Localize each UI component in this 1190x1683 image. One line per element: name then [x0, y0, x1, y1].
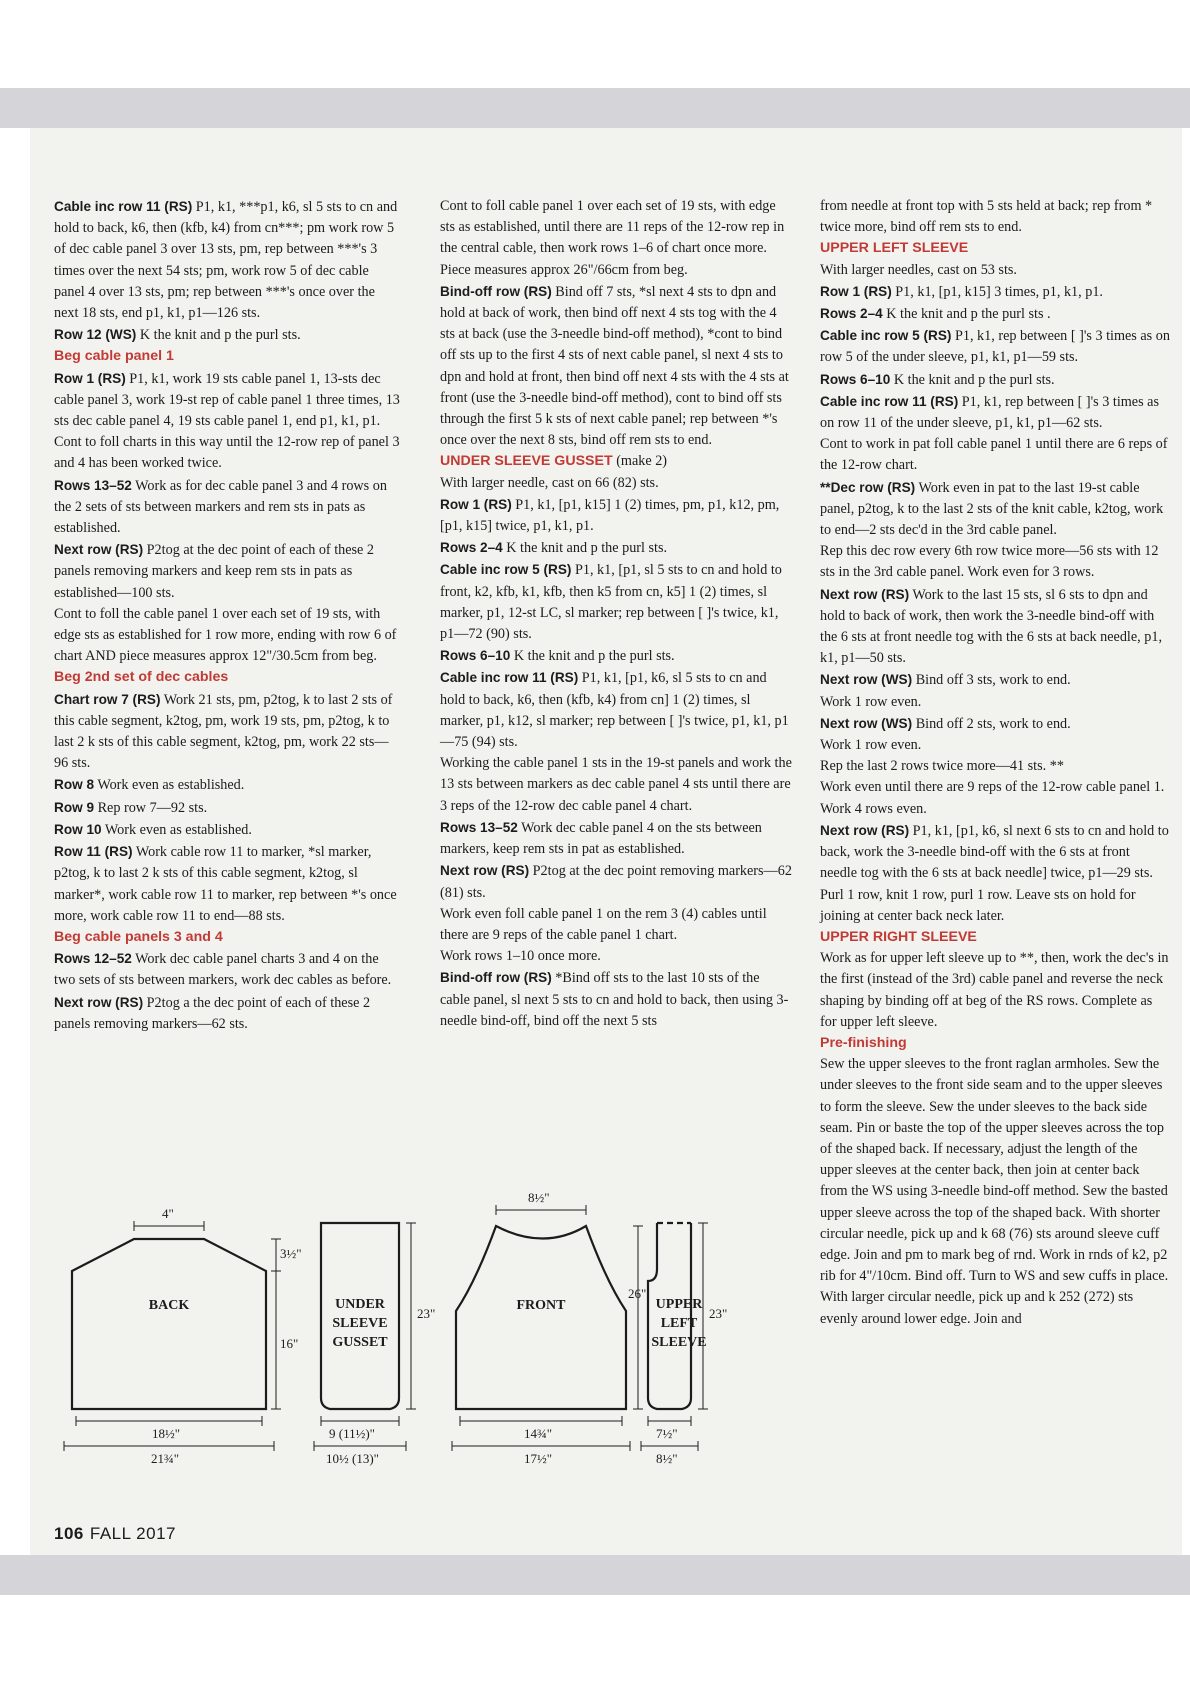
instruction-paragraph	[820, 325, 1170, 368]
instruction-paragraph	[820, 820, 1170, 885]
instruction-paragraph	[54, 774, 402, 796]
schematics	[54, 1156, 820, 1476]
instruction-paragraph	[54, 841, 402, 927]
instruction-text: Bind off 7 sts, *sl next 4 sts to dpn and hold at back of work, then bind off next 4 sts tog with the 4 sts at back (use the 3-needle bind-off method), *cont to bind off sts up to the first 4 sts of next cable panel, sl next 4 sts to dpn and hold at front, then bind off next 4 sts with the 4 sts at front (use the 3-needle bind-off method), cont to bind off sts through the first 5 k sts of next cable panel; rep between *'s once over the next 8 sts, bind off rem sts to end.	[440, 283, 789, 449]
sleeve-label: UPPER LEFT SLEEVE	[651, 1297, 707, 1350]
row-heading: Rows 12–52	[54, 951, 132, 967]
instruction-text: Work even until there are 9 reps of the 12-row cable panel 1. Work 4 rows even.	[820, 779, 1165, 817]
text-column-1	[54, 196, 402, 1035]
row-heading: Chart row 7 (RS)	[54, 691, 161, 707]
scan-bottom-margin	[0, 1555, 1190, 1595]
section-heading-text: Beg cable panel 1	[54, 348, 174, 365]
instruction-paragraph	[820, 196, 1170, 238]
section-heading-text: Beg cable panels 3 and 4	[54, 928, 223, 945]
instruction-text: Rep row 7—92 sts.	[94, 799, 208, 816]
row-heading: **Dec row (RS)	[820, 479, 916, 495]
instruction-text: P1, k1, rep between [ ]'s 3 times as on row 5 of the under sleeve, p1, k1, p1—59 sts.	[820, 328, 1170, 366]
instruction-paragraph	[820, 713, 1170, 735]
row-heading: Bind-off row (RS)	[440, 970, 552, 986]
instruction-text: Cont to foll charts in this way until the 12-row rep of panel 3 and 4 has been worked twice.	[54, 434, 400, 472]
instruction-paragraph	[440, 946, 792, 967]
instruction-text: P1, k1, rep between [ ]'s 3 times as on row 11 of the under sleeve, p1, k1, p1—62 sts.	[820, 393, 1159, 432]
instruction-text: Cont to foll the cable panel 1 over each set of 19 sts, with edge sts as established for 1 row more, ending with row 6 of chart AND piece measures approx 12"/30.5cm from beg.	[54, 605, 397, 665]
instruction-paragraph	[820, 692, 1170, 713]
instruction-paragraph	[820, 756, 1170, 777]
row-heading: Rows 6–10	[820, 371, 891, 387]
instruction-text: P1, k1, [p1, k6, sl next 6 sts to cn and hold to back, work the 3-needle bind-off with the 6 sts at front needle tog with the 6 sts at back needle] twice, p1—29 sts.	[820, 822, 1169, 882]
row-heading: Next row (RS)	[54, 542, 144, 558]
section-heading	[820, 1033, 1170, 1054]
instruction-text: Rep this dec row every 6th row twice more—56 sts with 12 sts in the 3rd cable panel. Work even for 3 rows.	[820, 543, 1159, 581]
row-heading: Row 12 (WS)	[54, 327, 137, 343]
row-heading: Next row (RS)	[440, 863, 530, 879]
row-heading: Row 10	[54, 821, 102, 837]
row-heading: Row 1 (RS)	[820, 283, 892, 299]
instruction-text: P2tog a the dec point of each of these 2 panels removing markers—62 sts.	[54, 994, 371, 1032]
instruction-text: P1, k1, [p1, k15] 3 times, p1, k1, p1.	[891, 283, 1103, 300]
instruction-text: With larger needles, cast on 53 sts.	[820, 261, 1017, 278]
row-heading: Row 1 (RS)	[440, 496, 512, 512]
row-heading: Next row (RS)	[820, 586, 910, 602]
instruction-text: P1, k1, [p1, k6, sl 5 sts to cn and hold to back, k6, then (kfb, k4) from cn] 1 (2) times, sl marker, p1, k12, sl marker; rep between [ ]'s twice, p1, k1, p1—75 (94) sts.	[440, 670, 789, 751]
instruction-paragraph	[820, 1054, 1170, 1330]
front-label: FRONT	[516, 1298, 566, 1313]
instruction-text: Work 21 sts, pm, p2tog, k to last 2 sts of this cable segment, k2tog, pm, work 19 sts, pm, p2tog, k to last 2 k sts of this cable segment, k2tog, pm, work 22 sts—96 sts.	[54, 691, 393, 772]
instruction-paragraph	[54, 992, 402, 1035]
front-outline	[456, 1226, 626, 1409]
issue-name: FALL 2017	[89, 1524, 176, 1543]
instruction-text: Work dec cable panel 4 on the sts between markers, keep rem sts in pat as established.	[440, 819, 762, 858]
instruction-text: K the knit and p the purl sts.	[510, 648, 675, 665]
gusset-label: UNDER SLEEVE GUSSET	[332, 1297, 388, 1350]
instruction-paragraph	[440, 967, 792, 1032]
row-heading: Next row (RS)	[820, 822, 910, 838]
instruction-text: from needle at front top with 5 sts held at back; rep from * twice more, bind off rem sts to end.	[820, 198, 1153, 236]
instruction-paragraph	[440, 473, 792, 494]
instruction-paragraph	[820, 584, 1170, 670]
instruction-paragraph	[54, 475, 402, 540]
instruction-paragraph	[440, 753, 792, 817]
back-top-dim: 4"	[162, 1206, 174, 1221]
row-heading: Rows 6–10	[440, 648, 511, 664]
instruction-text: K the knit and p the purl sts.	[502, 540, 668, 557]
instruction-paragraph	[440, 817, 792, 860]
gusset-width1-dim: 9 (11½)"	[329, 1426, 375, 1441]
instruction-text: Work 1 row even.	[820, 737, 922, 754]
instruction-paragraph	[54, 368, 402, 433]
row-heading: Cable inc row 5 (RS)	[440, 562, 572, 578]
instruction-text: Sew the upper sleeves to the front raglan armholes. Sew the under sleeves to the front side seam and to the upper sleeves to form the sleeve. Sew the under sleeves to the back side seam. Pin or baste the top of the upper sleeves across the top of the shaped back. If necessary, adjust the length of the upper sleeves at the center back, then join at center back from the WS using 3-needle bind-off method. Sew the basted upper sleeve across the top of the shaped back. With shorter circular needle, pick up and k 68 (76) sts around sleeve cuff edge. Join and pm to mark beg of rnd. Work in rnds of k2, p2 rib for 4"/10cm. Bind off. Turn to WS and sew cuffs in place. With larger circular needle, pick up and k 252 (272) sts evenly around lower edge. Join and	[820, 1056, 1169, 1327]
instruction-paragraph	[440, 494, 792, 537]
instruction-text: Work even as established.	[101, 821, 252, 838]
instruction-paragraph	[820, 948, 1170, 1033]
section-heading-text: UNDER SLEEVE GUSSET	[440, 453, 613, 470]
instruction-text: Work even as established.	[94, 777, 245, 794]
instruction-paragraph	[820, 669, 1170, 691]
row-heading: Next row (RS)	[54, 994, 144, 1010]
section-heading	[820, 927, 1170, 948]
instruction-paragraph	[54, 819, 402, 841]
instruction-paragraph	[820, 281, 1170, 303]
instruction-text: Bind off 2 sts, work to end.	[912, 715, 1071, 732]
instruction-paragraph	[440, 904, 792, 946]
instruction-paragraph	[820, 735, 1170, 756]
section-heading-text: Beg 2nd set of dec cables	[54, 669, 229, 686]
row-heading: Cable inc row 5 (RS)	[820, 328, 952, 344]
instruction-paragraph	[820, 541, 1170, 583]
instruction-text: Working the cable panel 1 sts in the 19-st panels and work the 13 sts between markers as dec cable panel 4 sts until there are 3 reps of the 12-row dec cable panel 4 chart.	[440, 755, 792, 814]
sleeve-width2-dim: 8½"	[656, 1451, 678, 1466]
section-heading-text: UPPER LEFT SLEEVE	[820, 240, 969, 257]
instruction-paragraph	[440, 281, 792, 452]
row-heading: Rows 13–52	[440, 819, 518, 835]
instruction-paragraph	[440, 645, 792, 667]
gusset-height-dim: 23"	[417, 1306, 436, 1321]
row-heading: Row 1 (RS)	[54, 370, 126, 386]
instruction-text: Cont to work in pat foll cable panel 1 until there are 6 reps of the 12-row chart.	[820, 436, 1168, 474]
instruction-text: With larger needle, cast on 66 (82) sts.	[440, 474, 659, 491]
instruction-text: Work cable row 11 to marker, *sl marker, p2tog, k to last 2 k sts of this cable segment, k2tog, sl marker*, work cable row 11 to marker, rep between *'s once more, work cable row 11 to end—88 sts.	[54, 844, 397, 924]
row-heading: Rows 2–4	[440, 540, 503, 556]
instruction-text: P2tog at the dec point removing markers—62 (81) sts.	[440, 863, 792, 901]
instruction-paragraph	[54, 689, 402, 775]
instruction-paragraph	[820, 391, 1170, 434]
instruction-text: Bind off 3 sts, work to end.	[912, 672, 1071, 689]
instruction-text: P1, k1, [p1, k15] 1 (2) times, pm, p1, k12, pm, [p1, k15] twice, p1, k1, p1.	[440, 496, 780, 535]
row-heading: Cable inc row 11 (RS)	[440, 670, 579, 686]
section-heading	[440, 451, 792, 472]
back-width1-dim: 18½"	[152, 1426, 181, 1441]
text-column-2	[440, 196, 792, 1032]
back-height-dim: 16"	[280, 1336, 299, 1351]
instruction-paragraph	[440, 860, 792, 903]
instruction-paragraph	[440, 559, 792, 645]
section-heading-note: (make 2)	[612, 453, 668, 470]
instruction-text: K the knit and p the purl sts .	[882, 306, 1051, 323]
instruction-paragraph	[440, 537, 792, 559]
instruction-text: Work as for upper left sleeve up to **, then, work the dec's in the first (instead of the 3rd) cable panel and reverse the neck shaping by binding off at beg of the RS rows. Complete as for upper left sleeve.	[820, 950, 1169, 1030]
instruction-paragraph	[54, 539, 402, 604]
instruction-text: P2tog at the dec point of each of these 2 panels removing markers and keep rem sts in pats as established—100 sts.	[54, 542, 374, 601]
instruction-paragraph	[54, 948, 402, 991]
instruction-paragraph	[54, 604, 402, 668]
scan-top-margin	[0, 88, 1190, 128]
row-heading: Row 11 (RS)	[54, 844, 133, 860]
section-heading	[54, 927, 402, 948]
section-heading-text: UPPER RIGHT SLEEVE	[820, 928, 977, 945]
instruction-text: Rep the last 2 rows twice more—41 sts. **	[820, 758, 1064, 775]
instruction-text: Work as for dec cable panel 3 and 4 rows on the 2 sets of sts between markers and rem sts in pats as established.	[54, 477, 387, 537]
sleeve-width1-dim: 7½"	[656, 1426, 678, 1441]
instruction-text: K the knit and p the purl sts.	[890, 371, 1055, 388]
section-heading	[54, 346, 402, 367]
page-footer	[54, 1524, 176, 1544]
gusset-width2-dim: 10½ (13)"	[326, 1451, 379, 1466]
instruction-text: Work 1 row even.	[820, 693, 922, 710]
row-heading: Next row (WS)	[820, 715, 913, 731]
text-column-3	[820, 196, 1170, 1330]
instruction-text: Work to the last 15 sts, sl 6 sts to dpn and hold to back of work, then work the 3-needle bind-off with the 6 sts at front needle tog with the 6 sts at back needle, p1, k1, p1—50 sts.	[820, 586, 1162, 667]
instruction-paragraph	[440, 196, 792, 281]
instruction-text: Cont to foll cable panel 1 over each set of 19 sts, with edge sts as established, until there are 11 reps of the 12-row rep in the central cable, then work rows 1–6 of chart once more. Piece measures approx 26"/66cm from beg.	[440, 198, 785, 278]
page-number: 106	[54, 1524, 84, 1543]
sleeve-height-dim: 23"	[709, 1306, 728, 1321]
instruction-paragraph	[54, 797, 402, 819]
front-height-dim: 26"	[628, 1286, 647, 1301]
instruction-paragraph	[820, 303, 1170, 325]
instruction-paragraph	[440, 667, 792, 753]
row-heading: Row 9	[54, 799, 95, 815]
instruction-text: P1, k1, work 19 sts cable panel 1, 13-sts dec cable panel 3, work 19-st rep of cable panel 1 three times, 13 sts dec cable panel 4, 19 sts cable panel 1, end p1, k1, p1.	[54, 370, 400, 430]
instruction-paragraph	[54, 324, 402, 346]
instruction-text: K the knit and p the purl sts.	[136, 327, 301, 344]
section-heading	[54, 667, 402, 688]
front-width1-dim: 14¾"	[524, 1426, 553, 1441]
back-outline	[72, 1239, 266, 1409]
section-heading	[820, 238, 1170, 259]
back-width2-dim: 21¾"	[151, 1451, 180, 1466]
instruction-text: P1, k1, ***p1, k6, sl 5 sts to cn and hold to back, k6, then (kfb, k4) from cn***; pm work row 5 of dec cable panel 3 over 13 sts, pm, rep between ***'s 3 times over the next 54 sts; pm, work row 5 of dec cable panel 4 over 13 sts, pm; rep between ***'s once over the next 18 sts, end p1, k1, p1—126 sts.	[54, 199, 398, 322]
instruction-text: P1, k1, [p1, sl 5 sts to cn and hold to front, k2, kfb, k1, kfb, then k5 from cn, k5] 1 (2) times, sl marker, p1, 12-st LC, sl marker; rep between [ ]'s twice, k1, p1—72 (90) sts.	[440, 562, 782, 643]
row-heading: Rows 13–52	[54, 477, 132, 493]
row-heading: Rows 2–4	[820, 306, 883, 322]
back-shoulder-dim: 3½"	[280, 1246, 302, 1261]
row-heading: Bind-off row (RS)	[440, 283, 552, 299]
instruction-paragraph	[820, 777, 1170, 819]
instruction-text: Work even in pat to the last 19-st cable panel, p2tog, k to the last 2 sts of the knit cable, k2tog, work to end—2 sts dec'd in the 3rd cable panel.	[820, 479, 1164, 539]
instruction-text: *Bind off sts to the last 10 sts of the cable panel, sl next 5 sts to cn and hold to back, then using 3-needle bind-off, bind off the next 5 sts	[440, 970, 789, 1029]
instruction-paragraph	[820, 434, 1170, 476]
row-heading: Cable inc row 11 (RS)	[54, 199, 193, 214]
instruction-paragraph	[820, 885, 1170, 927]
instruction-text: Work dec cable panel charts 3 and 4 on the two sets of sts between markers, work dec cables as before.	[54, 951, 392, 989]
front-width2-dim: 17½"	[524, 1451, 553, 1466]
instruction-text: Work rows 1–10 once more.	[440, 948, 601, 965]
row-heading: Cable inc row 11 (RS)	[820, 393, 959, 409]
instruction-paragraph	[820, 369, 1170, 391]
instruction-paragraph	[54, 196, 402, 324]
back-label: BACK	[148, 1298, 190, 1313]
row-heading: Next row (WS)	[820, 672, 913, 688]
instruction-paragraph	[820, 260, 1170, 281]
row-heading: Row 8	[54, 777, 95, 793]
section-heading-text: Pre-finishing	[820, 1034, 907, 1051]
instruction-paragraph	[820, 477, 1170, 542]
instruction-paragraph	[54, 432, 402, 474]
instruction-text: Work even foll cable panel 1 on the rem 3 (4) cables until there are 9 reps of the cable panel 1 chart.	[440, 905, 767, 943]
instruction-text: Purl 1 row, knit 1 row, purl 1 row. Leave sts on hold for joining at center back neck later.	[820, 886, 1136, 924]
front-top-dim: 8½"	[528, 1190, 550, 1205]
